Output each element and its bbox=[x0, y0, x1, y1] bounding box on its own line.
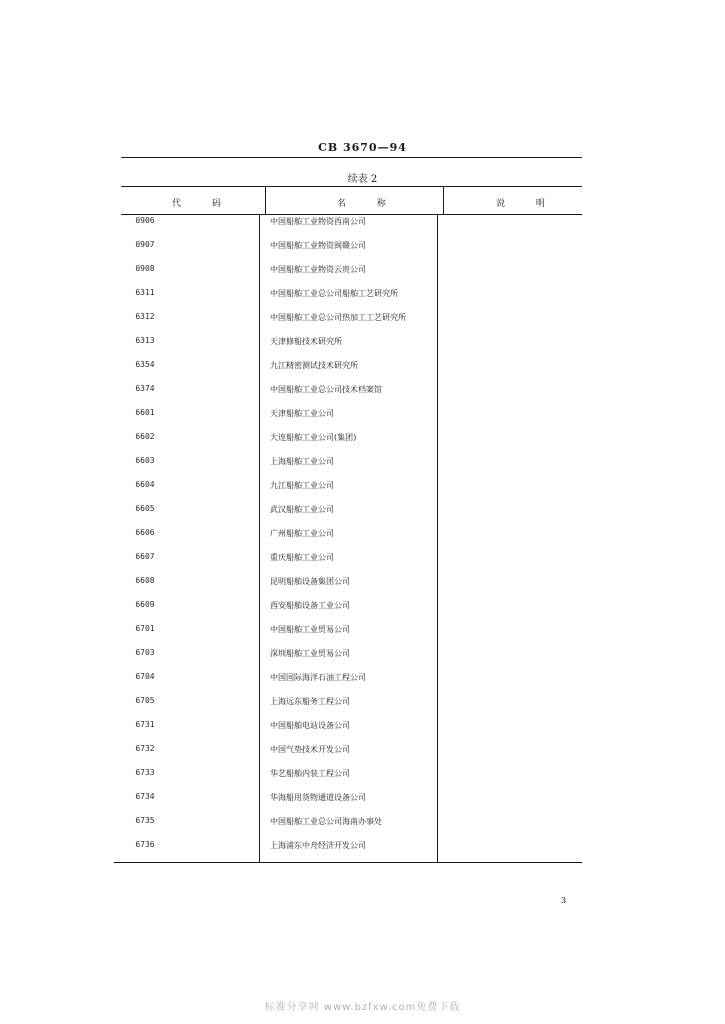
code-cell: 6603 bbox=[135, 456, 155, 465]
table-row bbox=[0, 552, 725, 576]
name-cell: 中国国际海洋石油工程公司 bbox=[270, 673, 366, 682]
name-cell: 西安船舶设备工业公司 bbox=[270, 601, 350, 610]
table-row bbox=[0, 312, 725, 336]
table-row bbox=[0, 240, 725, 264]
name-cell: 中国气垫技术开发公司 bbox=[270, 745, 350, 754]
name-cell: 昆明船舶设备集团公司 bbox=[270, 577, 350, 586]
name-cell: 上海浦东中舟经济开发公司 bbox=[270, 841, 366, 850]
code-cell: 6312 bbox=[135, 312, 155, 321]
name-cell: 华海船用货物通道设备公司 bbox=[270, 793, 366, 802]
code-cell: 6734 bbox=[135, 792, 155, 801]
name-cell: 中国船舶工业物资西南公司 bbox=[270, 217, 366, 226]
code-cell: 0907 bbox=[135, 240, 155, 249]
code-cell: 6735 bbox=[135, 816, 155, 825]
name-cell: 天津船舶工业公司 bbox=[270, 409, 334, 418]
table-row bbox=[0, 456, 725, 480]
code-cell: 6733 bbox=[135, 768, 155, 777]
code-cell: 6604 bbox=[135, 480, 155, 489]
table-row bbox=[0, 672, 725, 696]
column-header-code: 代 码 bbox=[172, 199, 235, 209]
name-cell: 上海远东船务工程公司 bbox=[270, 697, 350, 706]
table-row bbox=[0, 504, 725, 528]
code-cell: 6703 bbox=[135, 648, 155, 657]
table-row bbox=[0, 744, 725, 768]
code-cell: 6607 bbox=[135, 552, 155, 561]
name-cell: 天津修船技术研究所 bbox=[270, 337, 342, 346]
table-row bbox=[0, 264, 725, 288]
code-cell: 0908 bbox=[135, 264, 155, 273]
table-row bbox=[0, 840, 725, 864]
table-row bbox=[0, 360, 725, 384]
code-cell: 6605 bbox=[135, 504, 155, 513]
table-row bbox=[0, 648, 725, 672]
code-cell: 6701 bbox=[135, 624, 155, 633]
name-cell: 华艺船舶内装工程公司 bbox=[270, 769, 350, 778]
code-cell: 6705 bbox=[135, 696, 155, 705]
table-row bbox=[0, 528, 725, 552]
column-divider-1 bbox=[265, 186, 266, 214]
name-cell: 中国船舶工业物资云贵公司 bbox=[270, 265, 366, 274]
column-divider-2 bbox=[443, 186, 444, 214]
header-bottom-rule bbox=[121, 214, 582, 215]
code-cell: 6606 bbox=[135, 528, 155, 537]
code-cell: 6311 bbox=[135, 288, 155, 297]
name-cell: 中国船舶电站设备公司 bbox=[270, 721, 350, 730]
name-cell: 中国船舶工业总公司海南办事处 bbox=[270, 817, 382, 826]
document-code: CB 3670—94 bbox=[318, 141, 407, 154]
table-row bbox=[0, 216, 725, 240]
table-row bbox=[0, 408, 725, 432]
code-cell: 6354 bbox=[135, 360, 155, 369]
table-bottom-rule bbox=[114, 862, 582, 863]
table-row bbox=[0, 432, 725, 456]
table-row bbox=[0, 696, 725, 720]
column-header-note: 说 明 bbox=[496, 199, 559, 209]
code-cell: 0906 bbox=[135, 216, 155, 225]
code-cell: 6601 bbox=[135, 408, 155, 417]
name-cell: 中国船舶工业贸易公司 bbox=[270, 625, 350, 634]
name-cell: 大连船舶工业公司(集团) bbox=[270, 433, 357, 442]
watermark: 标准分享网 www.bzfxw.com免费下载 bbox=[264, 1002, 461, 1013]
table-row bbox=[0, 384, 725, 408]
name-cell: 中国船舶工业总公司船舶工艺研究所 bbox=[270, 289, 398, 298]
name-cell: 上海船舶工业公司 bbox=[270, 457, 334, 466]
table-row bbox=[0, 720, 725, 744]
name-cell: 重庆船舶工业公司 bbox=[270, 553, 334, 562]
code-cell: 6736 bbox=[135, 840, 155, 849]
table-row bbox=[0, 792, 725, 816]
table-row bbox=[0, 816, 725, 840]
name-cell: 中国船舶工业物资闽赣公司 bbox=[270, 241, 366, 250]
code-cell: 6374 bbox=[135, 384, 155, 393]
page-number: 3 bbox=[561, 896, 567, 905]
code-cell: 6731 bbox=[135, 720, 155, 729]
name-cell: 九江船舶工业公司 bbox=[270, 481, 334, 490]
name-cell: 武汉船舶工业公司 bbox=[270, 505, 334, 514]
table-row bbox=[0, 336, 725, 360]
name-cell: 广州船舶工业公司 bbox=[270, 529, 334, 538]
table-row bbox=[0, 576, 725, 600]
table-row bbox=[0, 480, 725, 504]
name-cell: 深圳船舶工业贸易公司 bbox=[270, 649, 350, 658]
code-cell: 6732 bbox=[135, 744, 155, 753]
table-row bbox=[0, 600, 725, 624]
name-cell: 九江精密测试技术研究所 bbox=[270, 361, 358, 370]
code-cell: 6704 bbox=[135, 672, 155, 681]
table-top-rule bbox=[121, 186, 582, 187]
code-cell: 6602 bbox=[135, 432, 155, 441]
table-row bbox=[0, 768, 725, 792]
table-row bbox=[0, 288, 725, 312]
table-title: 续表 2 bbox=[347, 174, 378, 185]
name-cell: 中国船舶工业总公司热加工工艺研究所 bbox=[270, 313, 406, 322]
column-header-name: 名 称 bbox=[337, 199, 400, 209]
code-cell: 6608 bbox=[135, 576, 155, 585]
table-row bbox=[0, 624, 725, 648]
code-cell: 6609 bbox=[135, 600, 155, 609]
name-cell: 中国船舶工业总公司技术档案馆 bbox=[270, 385, 382, 394]
code-cell: 6313 bbox=[135, 336, 155, 345]
header-rule bbox=[121, 157, 582, 158]
